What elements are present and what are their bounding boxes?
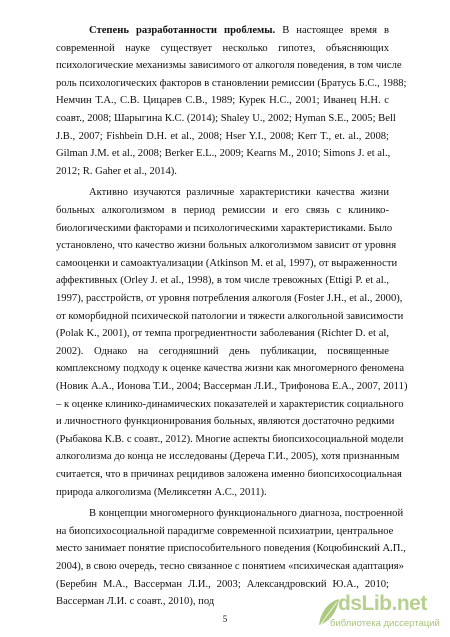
text-line: самооценки и самоактуализации (Atkinson M. et al, 1997), от выраженности [56,257,398,269]
text-line: В концепции многомерного функционального диагноза, построенной [89,508,404,520]
text-line: 2004), в свою очередь, тесно связанное с понятием «психическая адаптация» [56,561,404,572]
text-line: больных алкоголизмом в период ремиссии и его связь с клинико- [56,205,389,216]
text-line: (Беребин М.А., Вассерман Л.И., 2003; Александровский Ю.А., 2010; [56,578,389,590]
text-line: 2012; R. Gaher et al., 2014). [56,165,177,177]
text-line: Немчин Т.А., С.В. Цицарев С.В., 1989; Курек Н.С., 2001; Иванец Н.Н. с [56,95,389,107]
text-line: от коморбидной психической патологии и тяжести алкогольной зависимости [56,310,404,322]
text-line: Gilman J.M. et al., 2008; Berker E.L., 2009; Kearns M., 2010; Simons J. et al., [56,148,391,160]
text-line: биологическими факторами и психологическими характеристиками. Было [56,222,393,234]
text-line: место занимает понятие приспособительного поведения (Коцюбинский А.П., [56,543,406,555]
text-run: В настоящее время в [275,25,389,36]
text-line: комплексному подходу к оценке качества жизни как многомерного феномена [56,363,405,375]
text-line: установлено, что качество жизни больных алкоголизмом зависит от уровня [56,240,397,252]
text-line: и личностного функционирования больных, являются достаточно редкими [56,416,395,428]
text-line: соавт., 2008; Шарыгина К.С. (2014); Shaley U., 2002; Hyman S.E., 2005; Bell [56,113,396,124]
text-line: 1997), расстройств, от уровня потребления алкоголя (Foster J.H., et al., 2000), [56,293,403,304]
text-line: современной науке существует несколько гипотез, объясняющих [56,42,389,54]
page-number: 5 [222,613,228,624]
text-line: алкоголизма до конца не исследованы (Дереча Г.И., 2005), хотя признанным [56,451,400,463]
text-line: роль психологических факторов в становлении ремиссии (Братусь Б.С., 1988; [56,77,407,89]
text-line: (Рыбакова К.В. с соавт., 2012). Многие аспекты биопсихосоциальной модели [56,433,404,445]
text-line: Активно изучаются различные характеристики качества жизни [89,187,389,199]
text-line: Вассерман Л.И. с соавт., 2010), под [56,596,215,608]
text-line: (Новик А.А., Ионова Т.И., 2004; Вассерман Л.И., Трифонова Е.А., 2007, 2011) [56,381,408,392]
watermark-subtitle: библиотека диссертаций [330,618,440,629]
text-line: 2002). Однако на сегодняшний день публикации, посвященные [56,345,389,357]
text-line: J.B., 2007; Fishbein D.H. et al., 2008; Hser Y.I., 2008; Kerr T., et. al., 2008; [56,130,389,142]
text-line: (Polak K., 2001), от темпа прогредиентности заболевания (Richter D. et al, [56,328,389,340]
text-line [89,22,389,39]
text-line: считается, что в причинах рецидивов заложена именно биопсихосоциальная [56,469,402,480]
text-line: на биопсихосоциальной парадигме современной психиатрии, центральное [56,525,394,537]
text-line: – к оценке клинико-динамических показателей и характеристик социального [56,398,404,410]
section-heading: Степень разработанности проблемы. [89,25,276,36]
watermark-brand: dsLib.net [338,592,427,615]
text-line: аффективных (Orley J. et al., 1998), в том числе тревожных (Ettigi P. et al., [56,275,389,287]
text-line: природа алкоголизма (Меликсетян А.С., 2011). [56,486,267,498]
text-line: психологические механизмы зависимого от алкоголя поведения, в том числе [56,60,402,72]
